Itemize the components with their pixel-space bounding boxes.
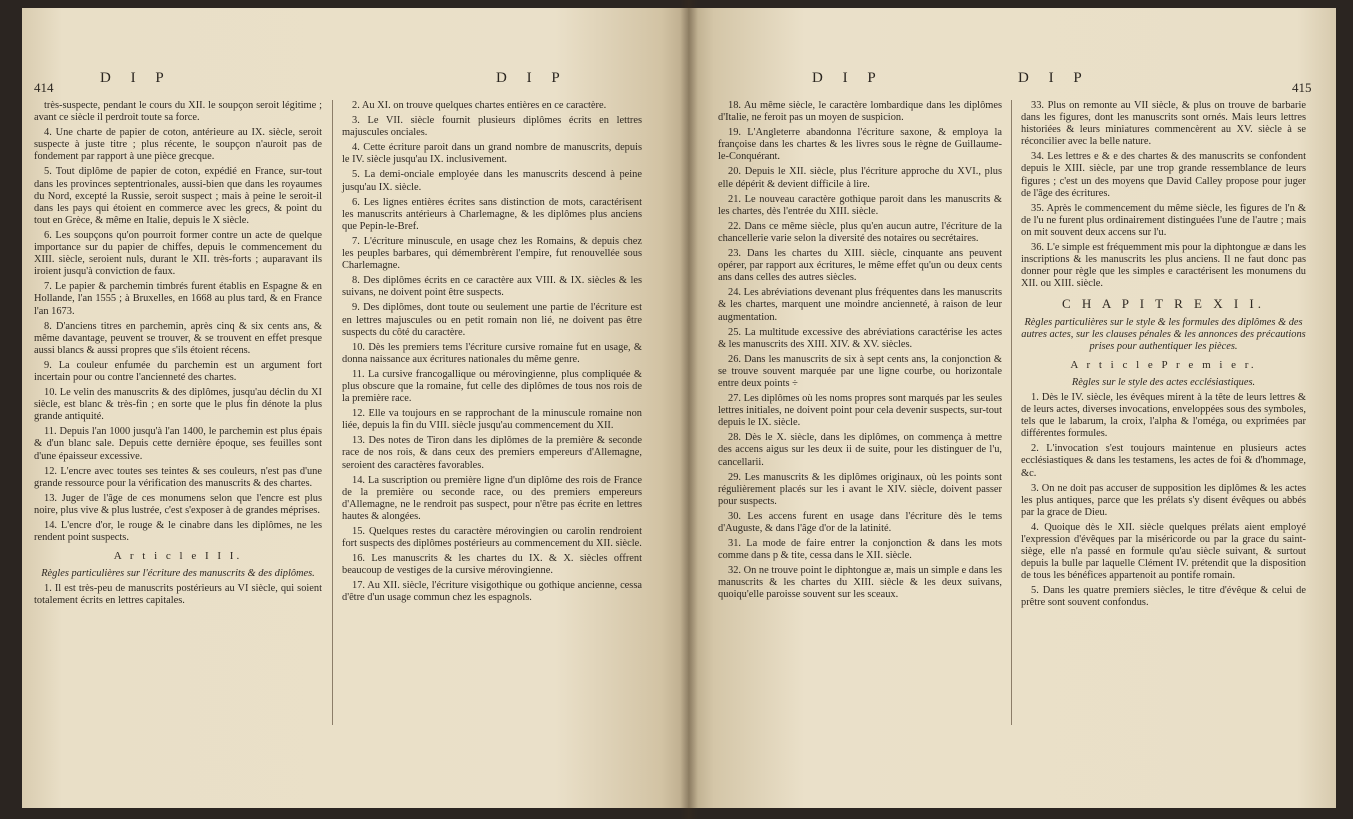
paragraph: 4. Quoique dès le XII. siècle quelques prélats aient employé l'expression d'évêques par la miséricorde ou par la grace du saint-siège, elle n'a passé en formule qu'au siècle suivant, & surtout depuis la bulle par laquelle Clément IV. prétendit que la disposition de tous les bénéfices appartenoit au pontife romain. (1021, 521, 1306, 582)
paragraph: 14. L'encre d'or, le rouge & le cinabre dans les diplômes, ne les rendent point suspects. (34, 520, 322, 544)
paragraph: 14. La suscription ou première ligne d'un diplôme des rois de France de la première ou seconde race, ou des premiers empereurs d'Allemagne, ne le rendroit pas suspect, pour n'être pas écrite en lettres hautes & alongées. (342, 474, 642, 522)
running-head-right-col2: D I P (1018, 70, 1090, 86)
paragraph: 19. L'Angleterre abandonna l'écriture saxone, & employa la françoise dans les chartes & les livres sous le règne de Guillaume-le-Conquérant. (718, 127, 1002, 163)
paragraph: 9. La couleur enfumée du parchemin est un argument fort incertain pour ou contre l'ancienneté des chartes. (34, 359, 322, 383)
paragraph: 13. Des notes de Tiron dans les diplômes de la première & seconde race de nos rois, & dans ceux des premiers empereurs d'Allemagne, seroient des caractères favorables. (342, 435, 642, 471)
column-divider (1011, 100, 1012, 725)
paragraph: très-suspecte, pendant le cours du XII. le soupçon seroit légitime ; avant ce siècle il perdroit toute sa force. (34, 100, 322, 124)
paragraph: 27. Les diplômes où les noms propres sont marqués par les seules lettres initiales, ne doivent point pour cela devenir suspects, sur-tout depuis le IX. siècle. (718, 393, 1002, 429)
paragraph: 7. L'écriture minuscule, en usage chez les Romains, & depuis chez les peuples barbares, qui démembrèrent l'empire, fut renouvellée sous Charlemagne. (342, 235, 642, 272)
paragraph: 9. Des diplômes, dont toute ou seulement une partie de l'écriture est en lettres majuscules ou en petit romain non lié, ne doivent pas être suspects du côté du caractère. (342, 302, 642, 338)
paragraph: 12. L'encre avec toutes ses teintes & ses couleurs, n'est pas d'une grande ressource pour la vérification des manuscrits & des chartes. (34, 465, 322, 489)
paragraph: 1. Il est très-peu de manuscrits postérieurs au VI siècle, qui soient totalement écrits en lettres capitales. (34, 583, 322, 607)
article-rules-heading: Règles sur le style des actes ecclésiastiques. (1071, 376, 1256, 388)
rules-heading: Règles particulières sur l'écriture des manuscrits & des diplômes. (41, 568, 315, 580)
folio-right: 415 (1292, 80, 1312, 95)
paragraph: 4. Cette écriture paroit dans un grand nombre de manuscrits, depuis le IV. siècle jusqu'au IX. inclusivement. (342, 142, 642, 166)
column-divider (332, 100, 333, 725)
paragraph: 20. Depuis le XII. siècle, plus l'écriture approche du XVI., plus elle dépérit & devient difficile à lire. (718, 166, 1002, 190)
paragraph: 18. Au même siècle, le caractère lombardique dans les diplômes d'Italie, ne feroit pas un moyen de suspicion. (718, 100, 1002, 124)
paragraph: 16. Les manuscrits & les chartes du IX. & X. siècles offrent beaucoup de vestiges de la cursive mérovingienne. (342, 553, 642, 577)
paragraph: 11. Depuis l'an 1000 jusqu'à l'an 1400, le parchemin est plus épais & d'un blanc sale. Depuis cette dernière époque, ses feuilles sont d'une épaisseur excessive. (34, 426, 322, 462)
running-head-left-col2: D I P (496, 70, 568, 86)
paragraph: 11. La cursive francogallique ou mérovingienne, plus compliquée & plus obscure que la romaine, fut celle des diplômes de tous nos rois de la première race. (342, 368, 642, 405)
paragraph: 29. Les manuscrits & les diplômes originaux, où les points sont régulièrement placés sur les i avant le XIV. siècle, doivent passer pour suspects. (718, 471, 1002, 507)
folio-left: 414 (34, 80, 54, 95)
left-page (22, 8, 688, 808)
paragraph: 10. Dès les premiers tems l'écriture cursive romaine fut en usage, & donna naissance aux écritures nationales du même genre. (342, 341, 642, 365)
paragraph: 8. D'anciens titres en parchemin, après cinq & six cents ans, & même davantage, peuvent se trouver, & se trouvent en effet presque aussi blancs & aussi propres que s'ils étoient récens. (34, 320, 322, 356)
paragraph: 6. Les lignes entières écrites sans distinction de mots, caractérisent les manuscrits antérieurs à Charlemagne, & les diplômes plus anciens que Pepin-le-Bref. (342, 196, 642, 232)
paragraph: 3. Le VII. siècle fournit plusieurs diplômes écrits en lettres majuscules onciales. (342, 115, 642, 139)
paragraph: 7. Le papier & parchemin timbrés furent établis en Espagne & en Hollande, l'an 1555 ; à Bruxelles, en 1668 au plus tard, & en France l'an 1673. (34, 281, 322, 317)
paragraph: 23. Dans les chartes du XIII. siècle, cinquante ans peuvent opérer, par rapport aux écritures, le même effet qu'un ou deux cents ans dans celles des autres siècles. (718, 248, 1002, 284)
paragraph: 4. Une charte de papier de coton, antérieure au IX. siècle, seroit suspecte à juste titre ; plus récente, le soupçon n'auroit pas de fondement par rapport à une pièce grecque. (34, 127, 322, 163)
paragraph: 32. On ne trouve point le diphtongue æ, mais un simple e dans les manuscrits & les chartes du XIII. siècle & les deux suivans, quoiqu'elle paroisse souvent sur les sceaux. (718, 565, 1002, 601)
left-column-2 (342, 100, 642, 608)
running-head-left-col1: D I P (100, 70, 172, 86)
right-page (688, 8, 1336, 808)
paragraph: 31. La mode de faire entrer la conjonction & dans les mots comme dans p & tite, cessa dans le XII. siècle. (718, 538, 1002, 562)
left-column-1 (34, 100, 322, 611)
chapter-rules-heading: Règles particulières sur le style & les formules des diplômes & des autres actes, sur les clauses pénales & les annonces des précautions prises pour authentiquer les pièces. (1021, 316, 1306, 352)
paragraph: 2. L'invocation s'est toujours maintenue en plusieurs actes ecclésiastiques & dans les testamens, les actes de foi & d'hommage, &c. (1021, 443, 1306, 479)
paragraph: 5. La demi-onciale employée dans les manuscrits descend à peine jusqu'au IX. siècle. (342, 169, 642, 193)
paragraph: 36. L'e simple est fréquemment mis pour la diphtongue æ dans les inscriptions & les manuscrits les plus anciens. Il ne faut donc pas donner pour règle que les simples e caractérisent les monumens du XII. ou XIII. siècle. (1021, 242, 1306, 290)
paragraph: 26. Dans les manuscrits de six à sept cents ans, la conjonction & se trouve souvent marquée par une ligne courbe, ou horizontale entre deux points ÷ (718, 353, 1002, 389)
right-column-1 (718, 100, 1002, 605)
paragraph: 6. Les soupçons qu'on pourroit former contre un acte de quelque importance sur du papier de chiffes, depuis le commencement du XIII. siècle, seroient nuls, durant le XII. très-forts ; auparavant ils iroient jusqu'à conviction de faux. (34, 229, 322, 278)
paragraph: 5. Tout diplôme de papier de coton, expédié en France, sur-tout dans les provinces septentrionales, aussi-bien que dans les royaumes du Nord, excepté la Russie, seroit suspect ; mais à peine le seroit-il dans les pays qui étoient en commerce avec les grecs, & point du tout en Grèce, & même en Italie, depuis le X siècle. (34, 166, 322, 226)
paragraph: 34. Les lettres e & e des chartes & des manuscrits se confondent depuis le XIII. siècle, par une trop grande ressemblance de leurs figures ; c'est un des moyens que David Calley propose pour juger de l'âge des écritures. (1021, 151, 1306, 199)
paragraph: 21. Le nouveau caractère gothique paroit dans les manuscrits & les chartes, dès l'entrée du XIII. siècle. (718, 193, 1002, 217)
paragraph: 3. On ne doit pas accuser de supposition les diplômes & les actes les plus antiques, parce que les prélats s'y disent évêques ou abbés par la grace de Dieu. (1021, 482, 1306, 518)
paragraph: 28. Dès le X. siècle, dans les diplômes, on commença à mettre des accens aigus sur les deux ii de suite, pour les distinguer de l'u, cancellarii. (718, 432, 1002, 468)
right-column-2 (1021, 100, 1306, 613)
running-head-right-col1: D I P (812, 70, 884, 86)
paragraph: 33. Plus on remonte au VII siècle, & plus on trouve de barbarie dans les figures, dont les manuscrits sont ornés. Mais leurs lettres historiées & leurs miniatures commencèrent au XV. siècle à se réconcilier avec la belle nature. (1021, 100, 1306, 148)
paragraph: 12. Elle va toujours en se rapprochant de la minuscule romaine non liée, depuis la fin du VIII. siècle jusqu'au commencement du XII. (342, 408, 642, 432)
paragraph: 25. La multitude excessive des abréviations caractérise les actes & les manuscrits des XIII. XIV. & XV. siècles. (718, 326, 1002, 350)
paragraph: 8. Des diplômes écrits en ce caractère aux VIII. & IX. siècles & les suivans, ne doivent point être suspects. (342, 275, 642, 299)
book-gutter (680, 0, 698, 819)
paragraph: 35. Après le commencement du même siècle, les figures de l'n & de l'u ne furent plus ordinairement distinguées l'une de l'autre ; mais on mit souvent deux accens sur l'u. (1021, 202, 1306, 238)
article-heading: A r t i c l e P r e m i e r. (1070, 358, 1257, 371)
paragraph: 17. Au XII. siècle, l'écriture visigothique ou gothique ancienne, cessa d'être d'un usage commun chez les espagnols. (342, 580, 642, 604)
paragraph: 5. Dans les quatre premiers siècles, le titre d'évêque & celui de prêtre sont souvent confondus. (1021, 585, 1306, 609)
article-heading: A r t i c l e I I I. (113, 550, 243, 563)
paragraph: 30. Les accens furent en usage dans l'écriture dès le tems d'Auguste, & dans l'âge d'or de la latinité. (718, 510, 1002, 534)
paragraph: 15. Quelques restes du caractère mérovingien ou carolin rendroient fort suspects des diplômes postérieurs au commencement du XII. siècle. (342, 526, 642, 550)
paragraph: 13. Juger de l'âge de ces monumens selon que l'encre est plus noire, plus vive & plus lustrée, c'est s'exposer à de grandes méprises. (34, 492, 322, 516)
chapter-heading: C H A P I T R E X I I. (1062, 296, 1265, 312)
paragraph: 2. Au XI. on trouve quelques chartes entières en ce caractère. (352, 100, 607, 111)
paragraph: 22. Dans ce même siècle, plus qu'en aucun autre, l'écriture de la chancellerie varie selon la diversité des notaires ou secrétaires. (718, 220, 1002, 244)
paragraph: 1. Dès le IV. siècle, les évêques mirent à la tête de leurs lettres & de leurs actes, diverses invocations, enveloppées sous des symboles, tels que le labarum, la croix, l'alpha & l'oméga, ou exprimées par différentes formules. (1021, 391, 1306, 440)
paragraph: 24. Les abréviations devenant plus fréquentes dans les manuscrits & les chartes, marquent une moindre ancienneté, à raison de leur augmentation. (718, 287, 1002, 323)
paragraph: 10. Le velin des manuscrits & des diplômes, jusqu'au déclin du XI siècle, est blanc & très-fin ; en sorte que le plus fin dénote la plus grande antiquité. (34, 387, 322, 423)
